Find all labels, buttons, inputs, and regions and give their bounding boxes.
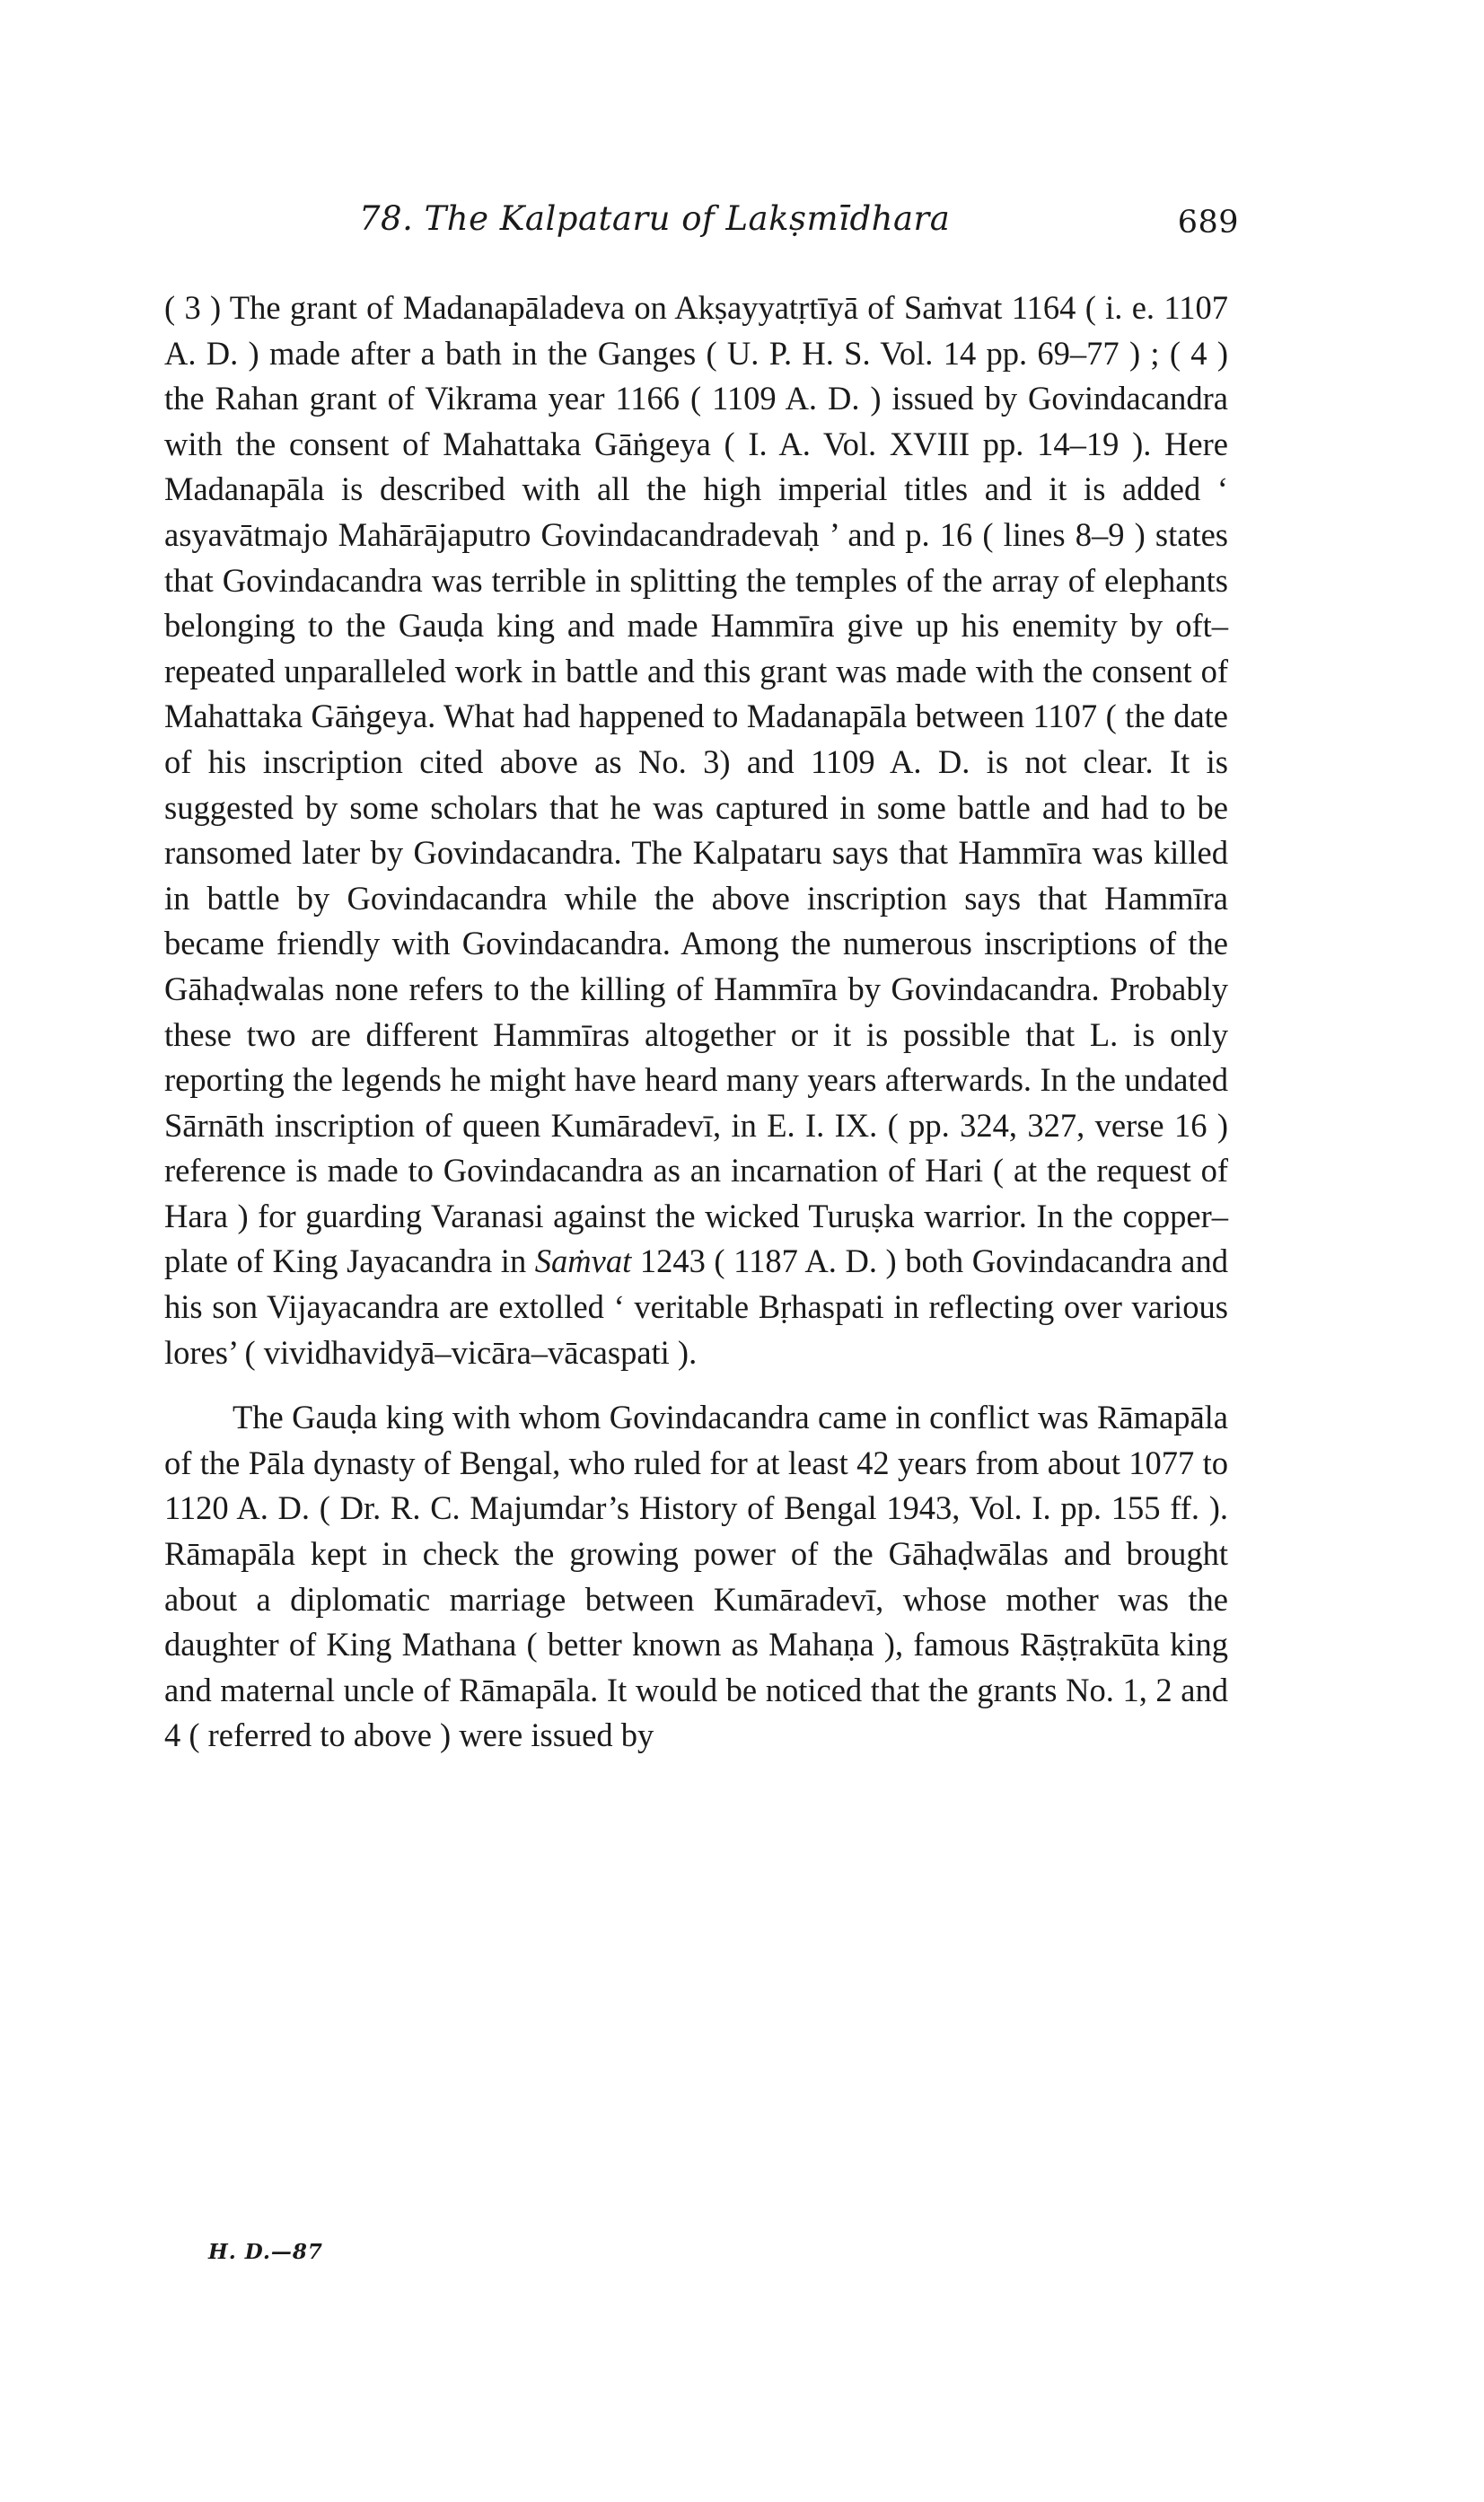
body-text xyxy=(164,285,1228,1759)
paragraph-gauda-king: The Gauḍa king with whom Govindacandra came in conflict was Rāmapāla of the Pāla dynasty of Bengal, who ruled for at least 42 years from about 1077 to 1120 A. D. ( Dr. R. C. Majumdar’s History of Bengal 1943, Vol. I. pp. 155 ff. ). Rāmapāla kept in check the growing power of the Gāhaḍwālas and brought about a diplomatic marriage between Kumāradevī, whose mother was the daughter of King Mathana ( better known as Mahaṇa ), famous Rāṣṭrakūta king and maternal uncle of Rāmapāla. It would be noticed that the grants No. 1, 2 and 4 ( referred to above ) were issued by xyxy=(164,1399,1228,1754)
paragraph-grants xyxy=(164,285,1228,1375)
signature-mark: H. D.—87 xyxy=(208,2240,323,2264)
page-number: 689 xyxy=(1177,205,1239,241)
paragraph-grants-text-b: 1243 ( 1187 A. D. ) both Govindacandra and his son Vijayacandra are extolled ‘ veritable Bṛhaspati in reflecting over various lores’ ( vividhavidyā–vicāra–vācaspati ). xyxy=(164,1242,1229,1371)
running-title: 78. The Kalpataru of Lakṣmīdhara xyxy=(359,199,951,238)
paragraph-grants-text-a: ( 3 ) The grant of Madanapāladeva on Akṣayyatṛtīyā of Saṁvat 1164 ( i. e. 1107 A. D. ) made after a bath in the Ganges ( U. P. H. S. Vol. 14 pp. 69–77 ) ; ( 4 ) the Rahan grant of Vikrama year 1166 ( 1109 A. D. ) issued by Govindacandra with the consent of Mahattaka Gāṅgeya ( I. A. Vol. XVIII pp. 14–19 ). Here Madanapāla is described with all the high imperial titles and it is added ‘ asyavātmajo Mahārājaputro Govindacandradevaḥ ’ and p. 16 ( lines 8–9 ) states that Govindacandra was terrible in splitting the temples of the array of elephants belonging to the Gauḍa king and made Hammīra give up his enemity by oft–repeated unparalleled work in battle and this grant was made with the consent of Mahattaka Gāṅgeya. What had happened to Madanapāla between 1107 ( the date of his inscription cited above as No. 3) and 1109 A. D. is not clear. It is suggested by some scholars that he was captured in some battle and had to be ransomed later by Govindacandra. The Kalpataru says that Hammīra was killed in battle by Govindacandra while the above inscription says that Hammīra became friendly with Govindacandra. Among the numerous inscriptions of the Gāhaḍwalas none refers to the killing of Hammīra by Govindacandra. Probably these two are different Hammīras altogether or it is possible that L. is only reporting the legends he might have heard many years afterwards. In the undated Sārnāth inscription of queen Kumāradevī, in E. I. IX. ( pp. 324, 327, verse 16 ) reference is made to Govindacandra as an incarnation of Hari ( at the request of Hara ) for guarding Varanasi against the wicked Turuṣka warrior. In the copper–plate of King Jayacandra in xyxy=(164,289,1228,1280)
running-head xyxy=(359,199,1239,253)
paragraph-grants-italic-samvat: Saṁvat xyxy=(534,1242,632,1280)
